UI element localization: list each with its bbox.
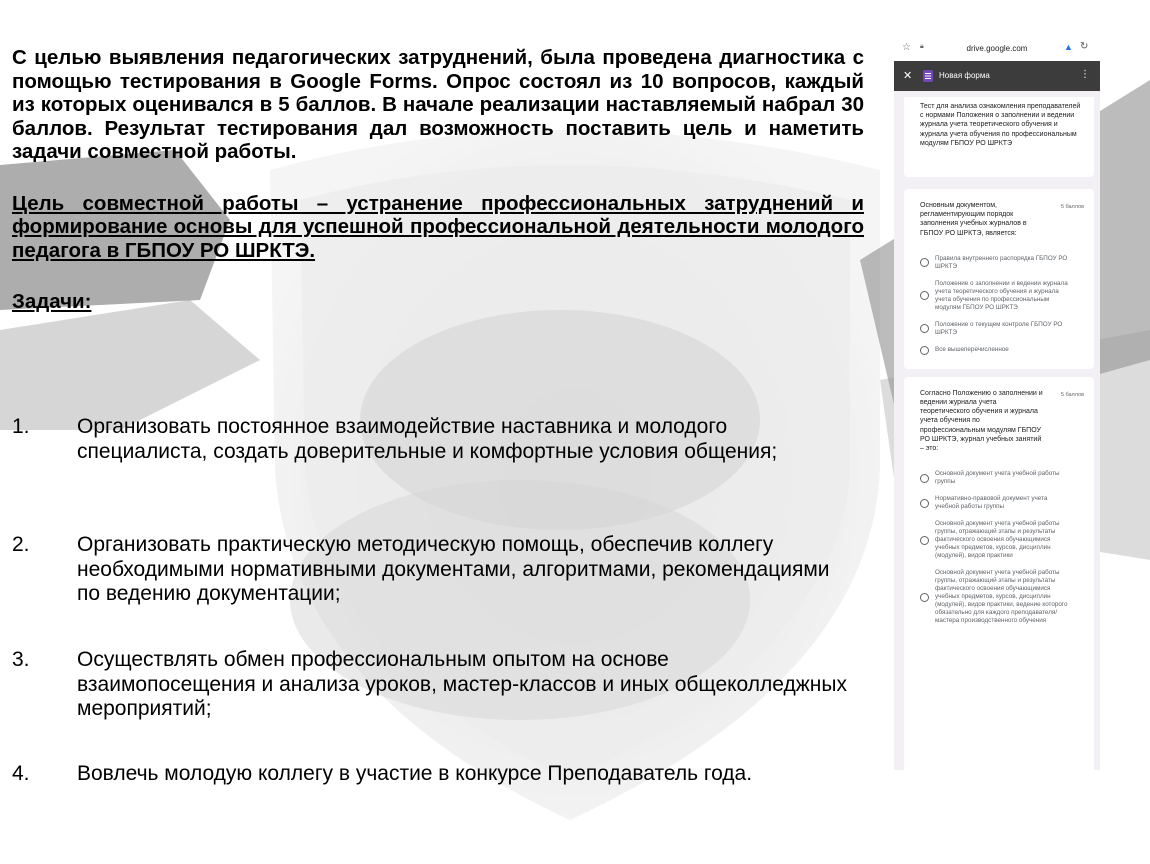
question-text: Согласно Положению о заполнении и ведении журнала учета теоретического обучения и журнала учета обучения по профессиональным модулям ГБПОУ РО ШРКТЭ, журнал учебных занятий – это: <box>920 389 1043 453</box>
question-card-1 <box>904 189 1094 369</box>
task-text: Организовать практическую методическую помощь, обеспечив коллегу необходимыми нормативными документами, алгоритмами, рекомендациями по ведению документации; <box>77 533 830 605</box>
task-item-3 <box>12 648 864 722</box>
answer-option[interactable]: Основной документ учета учебной работы группы, отражающий этапы и результаты фактического освоения обучающимися учебных предметов, курсов, дисциплин (модулей), видов практики, ведение которого обязательно для каждого преподавателя/мастера производственного обучения <box>920 569 1084 625</box>
star-icon[interactable]: ☆ <box>902 42 911 53</box>
task-item-1 <box>12 415 864 464</box>
tasks-heading: Задачи: <box>12 290 92 313</box>
phone-screenshot <box>894 36 1100 770</box>
form-title: Новая форма <box>939 71 990 80</box>
answer-option[interactable]: Все вышеперечисленное <box>920 346 1084 355</box>
radio-button[interactable] <box>920 536 929 545</box>
browser-bar <box>894 36 1100 61</box>
question-points: 5 баллов <box>1060 391 1084 398</box>
question-points: 5 баллов <box>1060 204 1084 210</box>
radio-button[interactable] <box>920 474 929 483</box>
lock-icon: 🔒︎ <box>920 43 924 50</box>
google-drive-icon[interactable]: ▲ <box>1064 42 1073 52</box>
reload-icon[interactable]: ↻ <box>1080 41 1089 52</box>
answer-option[interactable]: Правила внутреннего распорядка ГБПОУ РО ШРКТЭ <box>920 255 1084 271</box>
radio-button[interactable] <box>920 346 929 355</box>
radio-button[interactable] <box>920 258 929 267</box>
goal-paragraph: Цель совместной работы – устранение профессиональных затруднений и формирование основы для успешной профессиональной деятельности молодого педагога в ГБПОУ РО ШРКТЭ. <box>12 191 864 262</box>
more-vert-icon[interactable]: ⋮ <box>1080 69 1090 80</box>
task-number: 3. <box>12 648 30 671</box>
task-number: 1. <box>12 415 30 438</box>
task-text: Вовлечь молодую коллегу в участие в конкурсе Преподаватель года. <box>77 762 753 785</box>
url-text[interactable]: drive.google.com <box>966 44 1028 53</box>
task-item-2 <box>12 533 864 607</box>
answer-option[interactable]: Положение о текущем контроле ГБПОУ РО ШРКТЭ <box>920 321 1084 337</box>
google-forms-icon <box>923 70 933 82</box>
answer-option[interactable]: Основной документ учета учебной работы группы <box>920 470 1084 486</box>
answer-option[interactable]: Основной документ учета учебной работы группы, отражающий этапы и результаты фактического освоения обучающимися учебных предметов, курсов, дисциплин (модулей), видов практики <box>920 520 1084 560</box>
task-text: Осуществлять обмен профессиональным опытом на основе взаимопосещения и анализа уроков, мастер-классов и иных общеколледжных мероприятий; <box>77 648 847 720</box>
radio-button[interactable] <box>920 291 929 300</box>
task-text: Организовать постоянное взаимодействие наставника и молодого специалиста, создать доверительные и комфортные условия общения; <box>77 415 778 463</box>
form-description-card <box>904 97 1094 177</box>
radio-button[interactable] <box>920 593 929 602</box>
close-icon[interactable]: ✕ <box>903 70 913 82</box>
radio-button[interactable] <box>920 499 929 508</box>
form-description: Тест для анализа ознакомления преподавателей с нормами Положения о заполнении и ведении журнала учета теоретического обучения и журнала учета обучения по профессиональным модулям ГБПОУ РО ШРКТЭ <box>920 103 1081 147</box>
slide-content <box>12 46 864 313</box>
answer-option[interactable]: Положение о заполнении и ведении журнала учета теоретического обучения и журнала учета обучения по профессиональным модулям ГБПОУ РО ШРКТЭ <box>920 280 1084 312</box>
task-number: 4. <box>12 762 30 785</box>
intro-paragraph: С целью выявления педагогических затруднений, была проведена диагностика с помощью тестирования в Google Forms. Опрос состоял из 10 вопросов, каждый из которых оценивался в 5 баллов. В начале реализации наставляемый набрал 30 баллов. Результат тестирования дал возможность поставить цель и наметить задачи совместной работы. <box>12 46 864 163</box>
question-text: Основным документом, регламентирующим порядок заполнения учебных журналов в ГБПОУ РО ШРКТЭ, является: <box>920 202 1027 237</box>
form-body[interactable] <box>904 97 1094 770</box>
forms-app-bar <box>894 61 1100 91</box>
question-card-2 <box>904 377 1094 770</box>
answer-option[interactable]: Нормативно-правовой документ учета учебной работы группы <box>920 495 1084 511</box>
task-number: 2. <box>12 533 30 556</box>
radio-button[interactable] <box>920 324 929 333</box>
task-item-4 <box>12 762 864 787</box>
